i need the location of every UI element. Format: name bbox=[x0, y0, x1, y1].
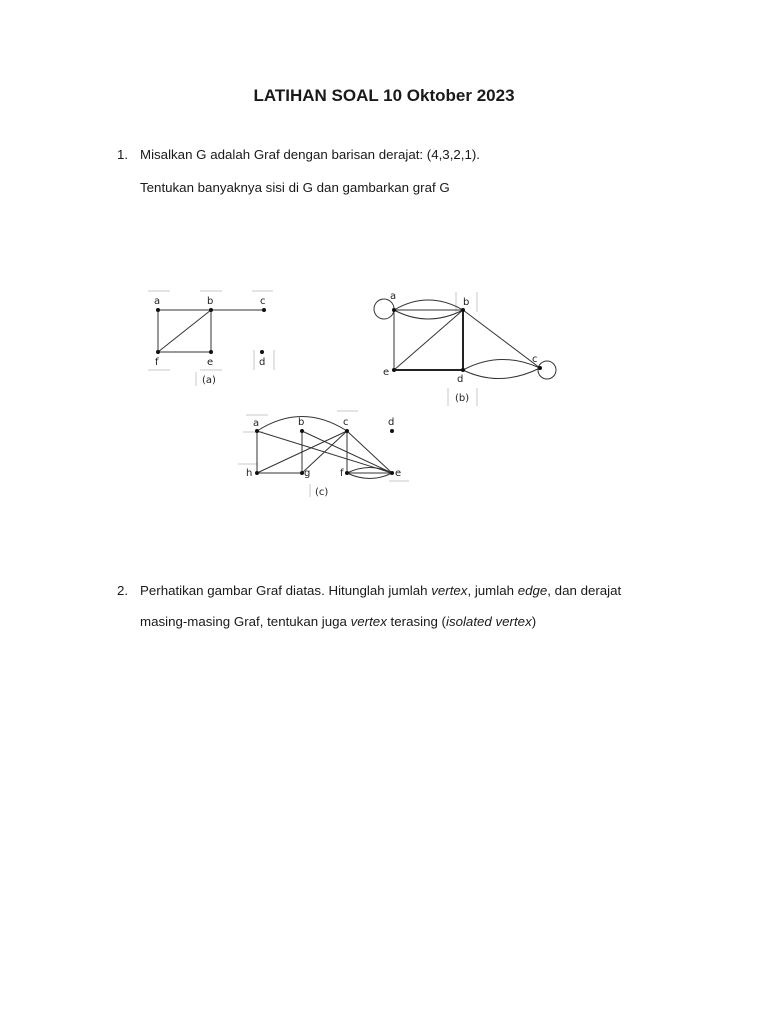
graph-a-label-c: c bbox=[260, 296, 266, 307]
graph-c-label-a: a bbox=[253, 418, 260, 429]
graph-b-label-a: a bbox=[390, 291, 397, 302]
graph-b-label-c: c bbox=[532, 354, 538, 365]
graph-b-edge-ab-curve bbox=[394, 300, 463, 310]
graph-a-vertex-c bbox=[262, 308, 266, 312]
graph-b-edge-ab-curve2 bbox=[394, 310, 463, 319]
graph-c-label-b: b bbox=[298, 417, 305, 428]
graph-c-edge-gc bbox=[302, 431, 347, 473]
q2-l1-e: , dan derajat bbox=[547, 583, 622, 598]
graph-a bbox=[148, 291, 274, 386]
q2-l1-a: Perhatikan gambar Graf diatas. Hitunglah jumlah bbox=[140, 583, 432, 598]
graph-c-vertex-c bbox=[345, 429, 349, 433]
graph-b-label-e: e bbox=[383, 367, 390, 378]
graph-c bbox=[238, 411, 409, 498]
graph-c-edge-ce bbox=[347, 431, 392, 473]
graph-b-vertex-c bbox=[538, 366, 542, 370]
q2-l2-a: masing-masing Graf, tentukan juga bbox=[140, 614, 351, 629]
graph-b-edge-dc-curve2 bbox=[463, 368, 540, 379]
graph-a-label-e: e bbox=[207, 357, 214, 368]
question-2-text-line1 bbox=[140, 583, 621, 598]
graph-c-label-g: g bbox=[304, 468, 311, 479]
q2-l1-c: , jumlah bbox=[467, 583, 518, 598]
graph-b-label-b: b bbox=[463, 297, 470, 308]
graph-b-vertex-b bbox=[461, 308, 465, 312]
q2-l2-isolated: isolated vertex bbox=[445, 614, 532, 629]
graph-c-vertex-d bbox=[390, 429, 394, 433]
q2-l2-vertex: vertex bbox=[350, 614, 387, 629]
graph-c-vertex-e bbox=[390, 471, 394, 475]
page-title: LATIHAN SOAL 10 Oktober 2023 bbox=[253, 86, 515, 105]
graph-c-label-c: c bbox=[343, 417, 349, 428]
graph-b-vertex-a bbox=[392, 308, 396, 312]
graph-b-vertex-d bbox=[461, 368, 465, 372]
graph-c-edge-fe-curve bbox=[347, 468, 392, 474]
graph-a-vertex-e bbox=[209, 350, 213, 354]
graph-b-edge-dc-curve bbox=[463, 359, 540, 370]
graph-c-label-e: e bbox=[395, 468, 402, 479]
graph-b-caption: (b) bbox=[455, 393, 470, 404]
question-1-text-line2: Tentukan banyaknya sisi di G dan gambarkan graf G bbox=[140, 180, 450, 195]
q2-l2-c: terasing ( bbox=[386, 614, 446, 629]
graph-c-vertex-f bbox=[345, 471, 349, 475]
graph-a-vertex-b bbox=[209, 308, 213, 312]
graph-c-label-d: d bbox=[388, 417, 395, 428]
graph-c-vertex-a bbox=[255, 429, 259, 433]
graph-c-label-h: h bbox=[246, 468, 253, 479]
graph-a-vertex-d bbox=[260, 350, 264, 354]
question-1-text-line1: Misalkan G adalah Graf dengan barisan derajat: (4,3,2,1). bbox=[140, 147, 481, 162]
q2-l1-vertex: vertex bbox=[431, 583, 468, 598]
graph-c-label-f: f bbox=[340, 468, 344, 479]
graph-a-label-d: d bbox=[259, 357, 266, 368]
question-2-text-line2 bbox=[140, 614, 536, 629]
graph-b-loop-a bbox=[374, 299, 394, 319]
graph-a-vertex-f bbox=[156, 350, 160, 354]
graph-a-caption: (a) bbox=[202, 375, 216, 386]
question-1-number: 1. bbox=[117, 147, 129, 162]
graph-c-caption: (c) bbox=[315, 487, 329, 498]
graph-c-edge-fe-curve2 bbox=[347, 473, 392, 479]
question-2-number: 2. bbox=[117, 583, 129, 598]
graph-a-label-b: b bbox=[207, 296, 214, 307]
graph-b bbox=[374, 291, 556, 406]
graph-b-loop-c bbox=[538, 361, 556, 379]
graph-c-vertex-b bbox=[300, 429, 304, 433]
graph-a-label-f: f bbox=[155, 357, 159, 368]
graph-b-vertex-e bbox=[392, 368, 396, 372]
graph-b-label-d: d bbox=[457, 374, 464, 385]
graph-c-vertex-h bbox=[255, 471, 259, 475]
q2-l2-e: ) bbox=[531, 614, 537, 629]
graph-a-vertex-a bbox=[156, 308, 160, 312]
graph-a-label-a: a bbox=[154, 296, 161, 307]
q2-l1-edge: edge bbox=[517, 583, 548, 598]
graph-a-edge-fb bbox=[158, 310, 211, 352]
